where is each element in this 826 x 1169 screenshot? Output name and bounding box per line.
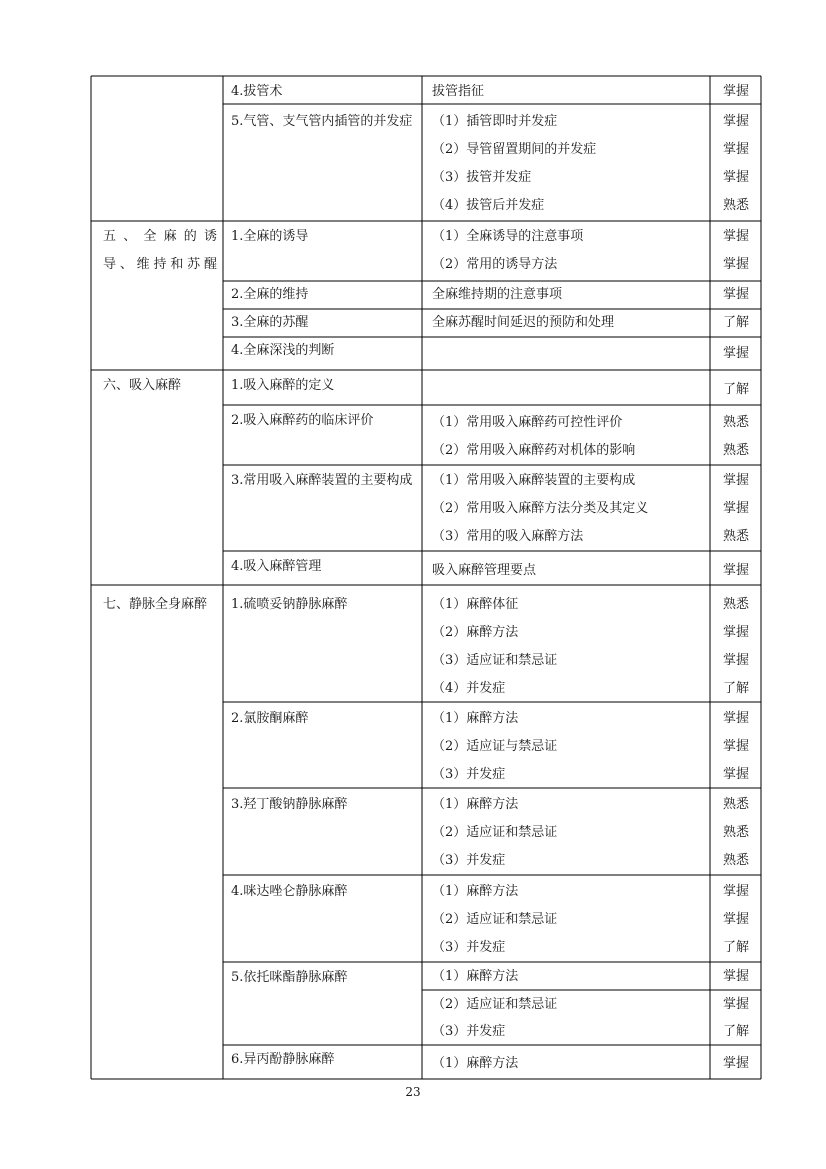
point-cell: （1）插管即时并发症 [432, 114, 558, 129]
point-cell: （2）导管留置期间的并发症 [432, 142, 597, 157]
point-cell: （1）常用吸入麻醉装置的主要构成 [432, 473, 636, 488]
table-row [224, 878, 421, 906]
point-cell: （1）麻醉方法 [432, 711, 519, 726]
point-cell: （1）全麻诱导的注意事项 [432, 229, 584, 244]
level-cell: 掌握 [722, 969, 749, 984]
table-row [224, 467, 421, 495]
item-cell: 2.全麻的维持 [231, 287, 309, 302]
point-cell: （3）适应证和禁忌证 [432, 653, 558, 668]
topic-cell [91, 591, 223, 619]
table-row [224, 372, 421, 400]
table-row [224, 108, 421, 136]
level-cell: 熟悉 [722, 797, 749, 812]
level-cell: 掌握 [722, 501, 749, 516]
item-cell: 3.常用吸入麻醉装置的主要构成 [231, 473, 413, 488]
level-cell: 熟悉 [722, 825, 749, 840]
table-row [224, 223, 421, 251]
level-cell: 掌握 [722, 1056, 749, 1071]
point-cell: （1）麻醉方法 [432, 1056, 519, 1071]
level-cell: 掌握 [722, 625, 749, 640]
point-cell: （4）拔管后并发症 [432, 198, 545, 213]
item-cell: 1.全麻的诱导 [231, 229, 309, 244]
level-cell: 熟悉 [722, 443, 749, 458]
level-cell: 熟悉 [722, 529, 749, 544]
point-cell: （3）拔管并发症 [432, 170, 532, 185]
point-cell: 吸入麻醉管理要点 [432, 563, 537, 578]
point-cell: （1）麻醉方法 [432, 884, 519, 899]
point-cell: （2）麻醉方法 [432, 625, 519, 640]
table-row [224, 281, 421, 309]
table-row [224, 705, 421, 733]
table-row [224, 553, 421, 581]
point-cell: 全麻维持期的注意事项 [432, 287, 563, 302]
table-row [224, 407, 421, 435]
level-cell: 掌握 [722, 912, 749, 927]
point-cell: （3）并发症 [432, 853, 506, 868]
item-cell: 2.吸入麻醉药的临床评价 [231, 413, 374, 428]
level-cell: 了解 [722, 382, 749, 397]
point-cell: （2）适应证与禁忌证 [432, 739, 558, 754]
item-cell: 5.气管、支气管内插管的并发症 [231, 114, 413, 129]
level-cell: 了解 [722, 315, 749, 330]
level-cell: 掌握 [722, 711, 749, 726]
level-cell: 掌握 [722, 142, 749, 157]
item-cell: 3.羟丁酸钠静脉麻醉 [231, 797, 348, 812]
level-cell: 掌握 [722, 287, 749, 302]
level-cell: 熟悉 [722, 198, 749, 213]
point-cell: （2）常用吸入麻醉方法分类及其定义 [432, 501, 649, 516]
level-cell: 掌握 [722, 84, 749, 99]
level-cell: 熟悉 [722, 597, 749, 612]
item-cell: 2.氯胺酮麻醉 [231, 711, 309, 726]
item-cell: 5.依托咪酯静脉麻醉 [231, 970, 348, 985]
item-cell: 6.异丙酚静脉麻醉 [231, 1052, 335, 1067]
point-cell: （2）常用吸入麻醉药对机体的影响 [432, 443, 636, 458]
point-cell: 全麻苏醒时间延迟的预防和处理 [432, 315, 615, 330]
table-row [224, 591, 421, 619]
topic-label: 五 、 全 麻 的 诱导、维持和苏醒 [103, 229, 217, 272]
point-cell: （3）并发症 [432, 1024, 506, 1039]
level-cell: 了解 [722, 940, 749, 955]
level-cell: 了解 [722, 681, 749, 696]
point-cell: （1）麻醉体征 [432, 597, 519, 612]
level-cell: 掌握 [722, 563, 749, 578]
level-cell: 掌握 [722, 884, 749, 899]
point-cell: （1）麻醉方法 [432, 969, 519, 984]
item-cell: 1.硫喷妥钠静脉麻醉 [231, 597, 348, 612]
point-cell: （4）并发症 [432, 681, 506, 696]
item-cell: 4.全麻深浅的判断 [231, 343, 335, 358]
topic-label: 七、静脉全身麻醉 [103, 597, 208, 612]
level-cell: 了解 [722, 1024, 749, 1039]
point-cell: （2）常用的诱导方法 [432, 257, 558, 272]
page-number: 23 [405, 1085, 421, 1099]
level-cell: 熟悉 [722, 415, 749, 430]
item-cell: 1.吸入麻醉的定义 [231, 378, 335, 393]
item-cell: 4.拔管术 [231, 84, 283, 99]
table-row [224, 309, 421, 337]
level-cell: 掌握 [722, 473, 749, 488]
point-cell: （2）适应证和禁忌证 [432, 825, 558, 840]
point-cell: （3）并发症 [432, 940, 506, 955]
level-cell: 掌握 [722, 229, 749, 244]
table-row [224, 78, 421, 106]
topic-cell [91, 372, 223, 400]
table-row [224, 964, 421, 992]
level-cell: 掌握 [722, 346, 749, 361]
topic-label: 六、吸入麻醉 [103, 378, 182, 393]
point-cell: （3）常用的吸入麻醉方法 [432, 529, 584, 544]
level-cell: 掌握 [722, 257, 749, 272]
table-row [224, 1046, 421, 1074]
item-cell: 3.全麻的苏醒 [231, 315, 309, 330]
level-cell: 掌握 [722, 997, 749, 1012]
table-row [224, 337, 421, 365]
level-cell: 掌握 [722, 653, 749, 668]
point-cell: 拔管指征 [432, 84, 485, 99]
item-cell: 4.咪达唑仑静脉麻醉 [231, 884, 348, 899]
level-cell: 掌握 [722, 767, 749, 782]
topic-cell [91, 223, 223, 279]
point-cell: （1）麻醉方法 [432, 797, 519, 812]
point-cell: （3）并发症 [432, 767, 506, 782]
level-cell: 掌握 [722, 739, 749, 754]
point-cell: （2）适应证和禁忌证 [432, 912, 558, 927]
item-cell: 4.吸入麻醉管理 [231, 559, 322, 574]
point-cell: （2）适应证和禁忌证 [432, 997, 558, 1012]
level-cell: 掌握 [722, 114, 749, 129]
level-cell: 熟悉 [722, 853, 749, 868]
point-cell: （1）常用吸入麻醉药可控性评价 [432, 415, 623, 430]
table-row [224, 791, 421, 819]
level-cell: 掌握 [722, 170, 749, 185]
